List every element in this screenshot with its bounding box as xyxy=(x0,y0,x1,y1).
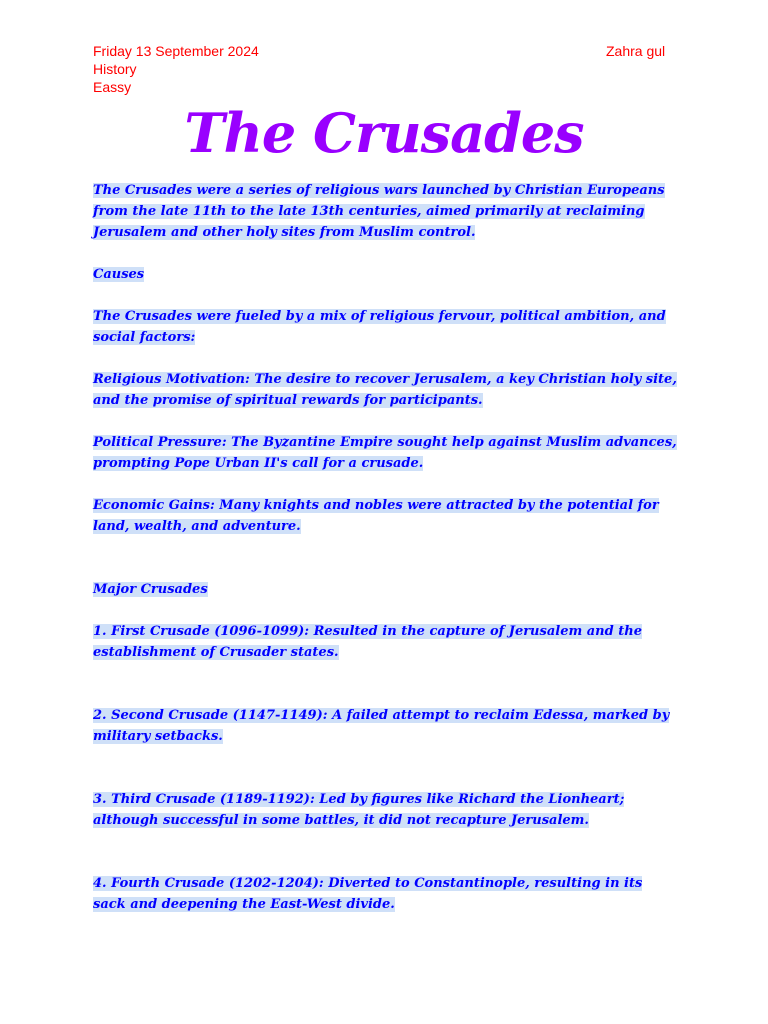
causes-heading xyxy=(93,264,678,285)
crusade-item-text: 2. Second Crusade (1147-1149): A failed attempt to reclaim Edessa, marked by military setbacks. xyxy=(93,708,670,744)
cause-item-political xyxy=(93,432,678,474)
document-title: The Crusades xyxy=(184,101,584,165)
type-line: Eassy xyxy=(93,79,132,95)
date-line: Friday 13 September 2024 xyxy=(93,43,259,59)
crusade-item-text: 3. Third Crusade (1189-1192): Led by figures like Richard the Lionheart; although successful in some battles, it did not recapture Jerusalem. xyxy=(93,792,625,828)
causes-lead-paragraph xyxy=(93,306,678,348)
cause-item-text: Religious Motivation: The desire to recover Jerusalem, a key Christian holy site, and the promise of spiritual rewards for participants. xyxy=(93,372,677,408)
crusade-item-third xyxy=(93,789,678,831)
intro-paragraph xyxy=(93,180,678,243)
spacer xyxy=(93,663,678,705)
spacer xyxy=(93,474,678,495)
crusade-item-second xyxy=(93,705,678,747)
crusade-item-fourth xyxy=(93,873,678,915)
spacer xyxy=(93,600,678,621)
author-name: Zahra gul xyxy=(606,43,666,59)
subject-line: History xyxy=(93,61,137,77)
cause-item-religious xyxy=(93,369,678,411)
causes-lead-text: The Crusades were fueled by a mix of religious fervour, political ambition, and social factors: xyxy=(93,309,666,345)
crusade-item-text: 1. First Crusade (1096-1099): Resulted in the capture of Jerusalem and the establishment of Crusader states. xyxy=(93,624,642,660)
spacer xyxy=(93,747,678,789)
cause-item-text: Economic Gains: Many knights and nobles were attracted by the potential for land, wealth, and adventure. xyxy=(93,498,659,534)
cause-item-economic xyxy=(93,495,678,537)
crusade-item-first xyxy=(93,621,678,663)
intro-text: The Crusades were a series of religious wars launched by Christian Europeans from the late 11th to the late 13th centuries, aimed primarily at reclaiming Jerusalem and other holy sites from Muslim control. xyxy=(93,183,665,240)
spacer xyxy=(93,411,678,432)
crusade-item-text: 4. Fourth Crusade (1202-1204): Diverted to Constantinople, resulting in its sack and deepening the East-West divide. xyxy=(93,876,643,912)
spacer xyxy=(93,243,678,264)
document-body xyxy=(93,180,678,915)
spacer xyxy=(93,348,678,369)
spacer xyxy=(93,285,678,306)
causes-heading-text: Causes xyxy=(93,267,145,282)
spacer xyxy=(93,537,678,579)
major-crusades-heading xyxy=(93,579,678,600)
spacer xyxy=(93,831,678,873)
cause-item-text: Political Pressure: The Byzantine Empire sought help against Muslim advances, prompting Pope Urban II's call for a crusade. xyxy=(93,435,677,471)
major-crusades-heading-text: Major Crusades xyxy=(93,582,208,597)
